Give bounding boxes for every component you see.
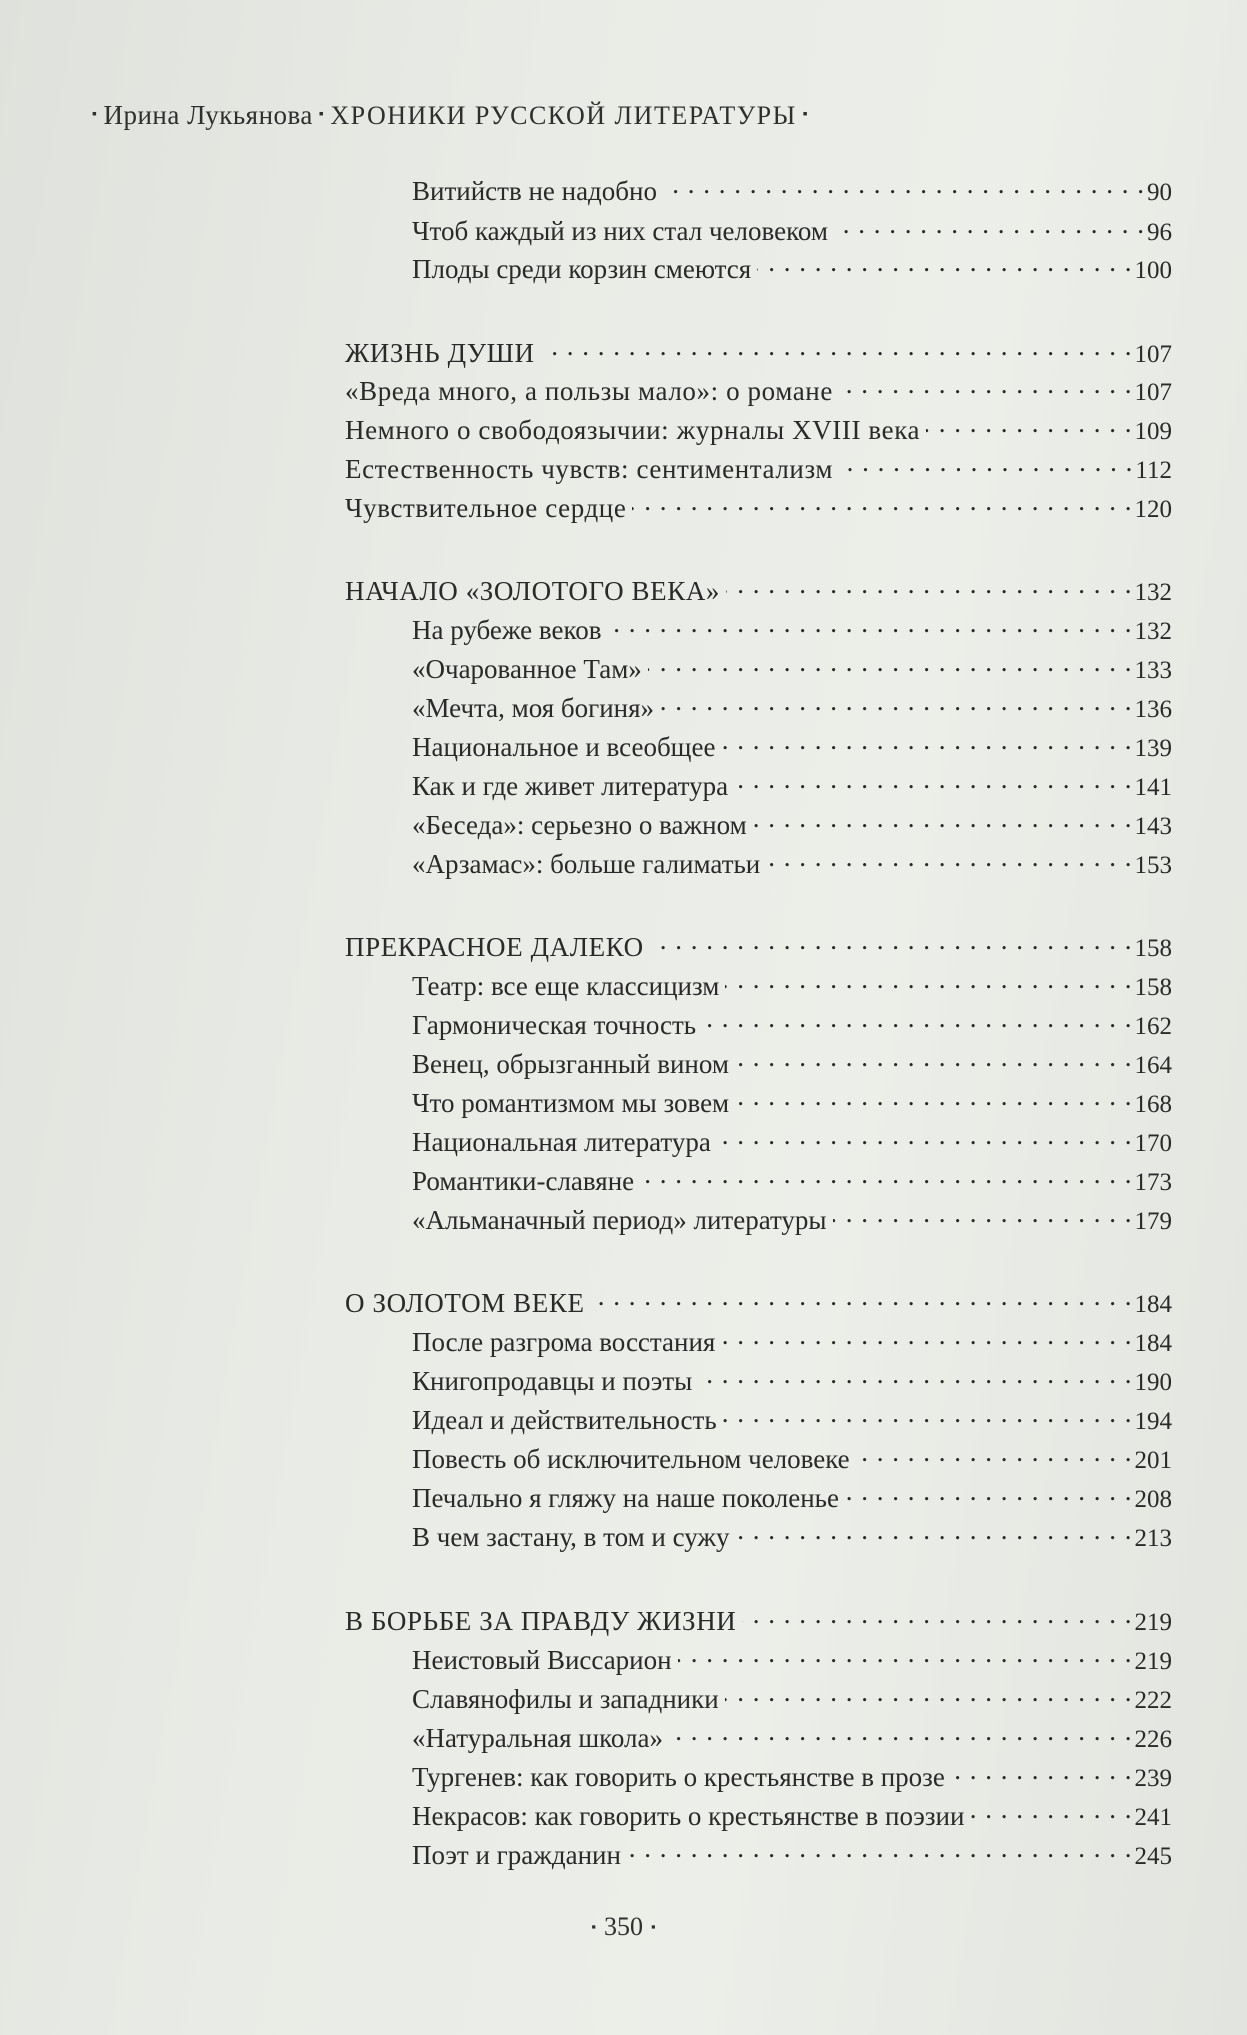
dot-leader: [663, 168, 1145, 200]
toc-entry-title: В БОРЬБЕ ЗА ПРАВДУ ЖИЗНИ: [345, 1606, 737, 1636]
dot-leader: [591, 1280, 1133, 1312]
toc-entry-title: «Мечта, моя богиня»: [412, 693, 655, 723]
toc-page-number: 96: [1147, 219, 1172, 246]
toc-entry: [412, 1319, 1172, 1360]
toc-entry-title: Идеал и действительность: [412, 1405, 717, 1435]
toc-page-number: 222: [1134, 1687, 1172, 1714]
toc-entry: [412, 1475, 1172, 1516]
dot-leader: [970, 1793, 1132, 1825]
dot-leader: [678, 1637, 1133, 1669]
toc-page-number: 107: [1134, 379, 1172, 406]
toc-entry-title: После разгрома восстания: [412, 1327, 716, 1357]
dot-leader: [723, 1397, 1133, 1429]
toc-page-number: 170: [1134, 1130, 1172, 1157]
toc-entry-title: Естественность чувств: сентиментализм: [345, 454, 834, 484]
toc-entry: [412, 1197, 1172, 1238]
toc-page-number: 133: [1134, 657, 1172, 684]
toc-entry-title: О ЗОЛОТОМ ВЕКЕ: [345, 1288, 585, 1318]
dot-leader: [753, 802, 1133, 834]
dot-leader: [698, 1358, 1132, 1390]
toc-entry-title: Национальное и всеобщее: [412, 732, 716, 762]
toc-entry: [412, 963, 1172, 1004]
toc-page-number: 201: [1134, 1447, 1172, 1474]
toc-entry: [412, 763, 1172, 804]
toc-entry-title: Что романтизмом мы зовем: [412, 1088, 730, 1118]
toc-entry-title: Гармоническая точность: [412, 1010, 697, 1040]
toc-page-number: 219: [1134, 1609, 1172, 1636]
toc-entry-title: Немного о свободоязычии: журналы XVIII века: [345, 415, 921, 445]
book-title: ХРОНИКИ РУССКОЙ ЛИТЕРАТУРЫ: [330, 101, 797, 130]
toc-entry: [412, 1436, 1172, 1477]
toc-section-heading: [345, 330, 1172, 371]
dot-leader: [839, 368, 1133, 400]
toc-entry-title: Некрасов: как говорить о крестьянстве в поэзии: [412, 1801, 965, 1831]
bullet-separator-icon: ▪: [318, 106, 325, 122]
toc-entry-title: «Очарованное Там»: [412, 654, 642, 684]
toc-section-heading: [345, 924, 1172, 965]
toc-page-number: 141: [1134, 774, 1172, 801]
toc-entry: [412, 1119, 1172, 1160]
toc-page-number: 158: [1134, 974, 1172, 1001]
dot-leader: [926, 407, 1132, 439]
toc-entry: [412, 685, 1172, 726]
dot-leader: [736, 1514, 1133, 1546]
dot-leader: [650, 924, 1133, 956]
running-head: [86, 100, 814, 131]
dot-leader: [640, 1158, 1132, 1190]
toc-page-number: 143: [1134, 813, 1172, 840]
toc-entry: [412, 168, 1172, 209]
bullet-separator-icon: ▪: [802, 106, 809, 122]
toc-page-number: 239: [1134, 1765, 1172, 1792]
toc-entry: [412, 1158, 1172, 1199]
toc-entry-title: Романтики-славяне: [412, 1166, 635, 1196]
toc-page-number: 173: [1134, 1169, 1172, 1196]
toc-page-number: 226: [1134, 1726, 1172, 1753]
toc-page-number: 241: [1134, 1804, 1172, 1831]
author-name: Ирина Лукьянова: [103, 100, 313, 130]
dot-leader: [725, 1676, 1133, 1708]
toc-page-number: 90: [1147, 179, 1172, 206]
toc-page-number: 112: [1135, 457, 1172, 484]
toc-entry-title: «Альманачный период» литературы: [412, 1205, 827, 1235]
toc-section-heading: [345, 568, 1172, 609]
toc-entry-title: Национальная литература: [412, 1127, 711, 1157]
toc-entry-title: В чем застану, в том и сужу: [412, 1522, 730, 1552]
dot-leader: [845, 1475, 1133, 1507]
toc-page-number: 245: [1134, 1843, 1172, 1870]
toc-entry: [345, 368, 1172, 409]
toc-entry-title: Плоды среди корзин смеются: [412, 254, 752, 284]
toc-entry-title: ПРЕКРАСНОЕ ДАЛЕКО: [345, 932, 644, 962]
toc-entry: [412, 1358, 1172, 1399]
toc-entry: [412, 646, 1172, 687]
toc-entry-title: Чтоб каждый из них стал человеком: [412, 216, 828, 246]
toc-page-number: 136: [1134, 696, 1172, 723]
toc-page-number: 107: [1134, 341, 1172, 368]
toc-page-number: 132: [1134, 579, 1172, 606]
toc-entry: [412, 607, 1172, 648]
toc-entry-title: НАЧАЛО «ЗОЛОТОГО ВЕКА»: [345, 576, 721, 606]
dot-leader: [627, 1832, 1133, 1864]
dot-leader: [726, 568, 1132, 600]
toc-page-number: 208: [1134, 1486, 1172, 1513]
toc-entry-title: Книгопродавцы и поэты: [412, 1366, 693, 1396]
toc-entry: [412, 1041, 1172, 1082]
toc-page-number: 164: [1134, 1052, 1172, 1079]
dot-leader: [669, 1715, 1133, 1747]
bullet-separator-icon: ▪: [92, 106, 98, 122]
toc-entry-title: Театр: все еще классицизм: [412, 971, 720, 1001]
toc-page-number: 168: [1134, 1091, 1172, 1118]
bullet-separator-icon: ▪: [591, 1919, 596, 1934]
dot-leader: [725, 963, 1132, 995]
toc-entry: [412, 1514, 1172, 1555]
toc-entry: [412, 1637, 1172, 1678]
toc-entry-title: Как и где живет литература: [412, 771, 729, 801]
toc-entry-title: Венец, обрызганный вином: [412, 1049, 729, 1079]
toc-page-number: 179: [1134, 1208, 1172, 1235]
toc-entry-title: Витийств не надобно: [412, 176, 657, 206]
toc-page-number: 184: [1134, 1330, 1172, 1357]
dot-leader: [717, 1119, 1133, 1151]
toc-entry: [412, 1002, 1172, 1043]
dot-leader: [721, 1319, 1132, 1351]
toc-entry-title: Чувствительное сердце: [345, 493, 627, 523]
page-number-value: 350: [604, 1912, 643, 1941]
toc-page-number: 109: [1134, 418, 1172, 445]
toc-page-number: 213: [1134, 1525, 1172, 1552]
toc-entry: [412, 802, 1172, 843]
toc-page-number: 100: [1134, 257, 1172, 284]
toc-entry: [345, 446, 1172, 487]
toc-entry: [412, 1397, 1172, 1438]
toc-page-number: 184: [1134, 1291, 1172, 1318]
toc-page-number: 194: [1134, 1408, 1172, 1435]
dot-leader: [648, 646, 1133, 678]
toc-entry: [412, 1676, 1172, 1717]
toc-page-number: 162: [1134, 1013, 1172, 1040]
bullet-separator-icon: ▪: [651, 1919, 656, 1934]
toc-entry: [412, 1754, 1172, 1795]
toc-page-number: 120: [1134, 496, 1172, 523]
dot-leader: [839, 446, 1133, 478]
toc-entry-title: «Натуральная школа»: [412, 1723, 663, 1753]
toc-entry-title: На рубеже веков: [412, 615, 602, 645]
dot-leader: [721, 724, 1132, 756]
toc-entry-title: ЖИЗНЬ ДУШИ: [345, 338, 535, 368]
toc-entry-title: «Вреда много, а пользы мало»: о романе: [345, 376, 833, 406]
dot-leader: [735, 1080, 1132, 1112]
toc-page-number: 190: [1134, 1369, 1172, 1396]
toc-entry-title: «Беседа»: серьезно о важном: [412, 810, 747, 840]
dot-leader: [856, 1436, 1133, 1468]
toc-entry-title: Печально я гляжу на наше поколенье: [412, 1483, 839, 1513]
dot-leader: [766, 841, 1132, 873]
toc-entry-title: Тургенев: как говорить о крестьянстве в прозе: [412, 1762, 945, 1792]
toc-entry: [412, 841, 1172, 882]
dot-leader: [833, 1197, 1133, 1229]
toc-entry: [345, 485, 1172, 526]
toc-entry: [412, 724, 1172, 765]
dot-leader: [757, 246, 1132, 278]
page-number: [0, 1912, 1247, 1942]
toc-entry: [412, 208, 1172, 249]
toc-entry-title: Поэт и гражданин: [412, 1840, 621, 1870]
toc-entry: [412, 246, 1172, 287]
dot-leader: [541, 330, 1133, 362]
dot-leader: [660, 685, 1132, 717]
dot-leader: [734, 763, 1132, 795]
toc-entry: [412, 1715, 1172, 1756]
dot-leader: [702, 1002, 1132, 1034]
toc-entry-title: «Арзамас»: больше галиматьи: [412, 849, 761, 879]
toc-page-number: 132: [1134, 618, 1172, 645]
toc-entry-title: Неистовый Виссарион: [412, 1645, 672, 1675]
dot-leader: [608, 607, 1133, 639]
dot-leader: [951, 1754, 1133, 1786]
toc-section-heading: [345, 1598, 1172, 1639]
toc-page-number: 158: [1134, 935, 1172, 962]
toc-section-heading: [345, 1280, 1172, 1321]
toc-entry: [412, 1080, 1172, 1121]
dot-leader: [735, 1041, 1133, 1073]
toc-page-number: 139: [1134, 735, 1172, 762]
toc-page-number: 153: [1134, 852, 1172, 879]
dot-leader: [632, 485, 1132, 517]
toc-entry: [412, 1793, 1172, 1834]
toc-entry: [412, 1832, 1172, 1873]
toc-entry-title: Славянофилы и западники: [412, 1684, 719, 1714]
toc-entry-title: Повесть об исключительном человеке: [412, 1444, 850, 1474]
dot-leader: [742, 1598, 1132, 1630]
toc-entry: [345, 407, 1172, 448]
toc-page-number: 219: [1134, 1648, 1172, 1675]
dot-leader: [834, 208, 1145, 240]
